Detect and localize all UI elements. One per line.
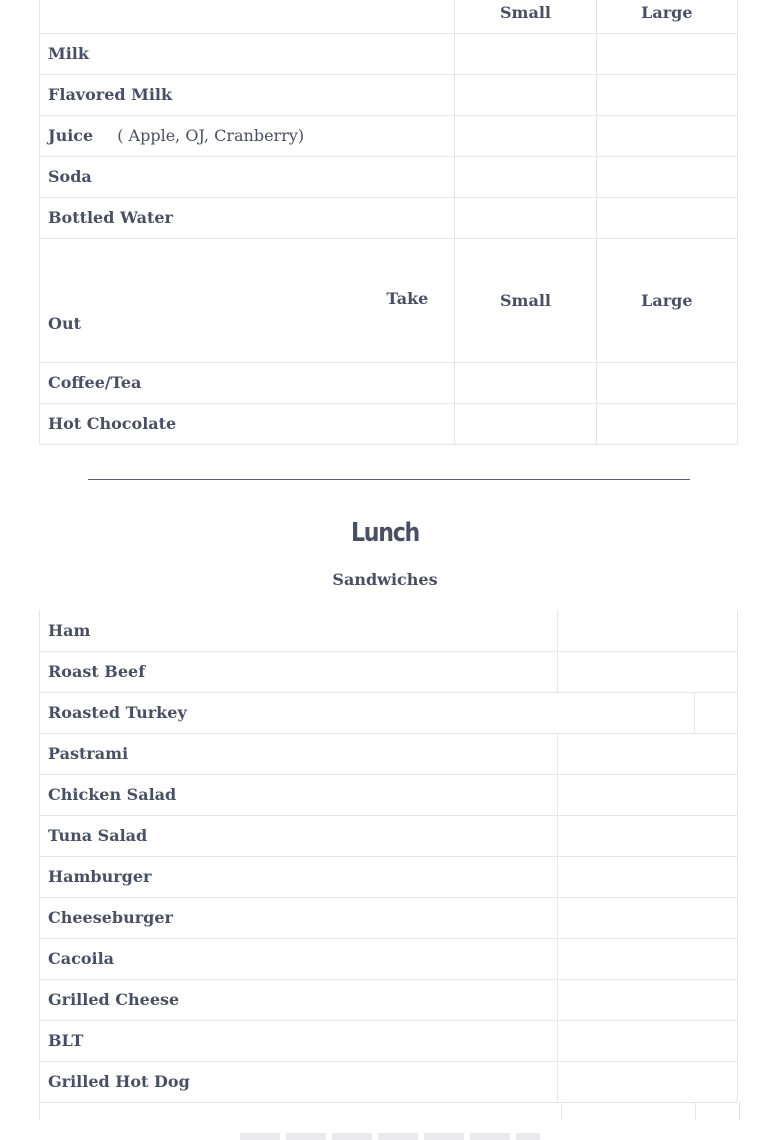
sandwiches-subheading: Sandwiches [332, 570, 438, 589]
sandwiches-body [40, 610, 738, 1102]
table-row [40, 692, 738, 733]
item-name: Pastrami [40, 733, 558, 774]
item-name: Grilled Hot Dog [40, 1061, 558, 1102]
price-cell [557, 651, 737, 692]
drinks-header-row [40, 0, 738, 33]
price-large-cell [596, 115, 737, 156]
take-label: Take [386, 288, 429, 308]
section-divider [88, 479, 690, 480]
item-name: Cheeseburger [40, 897, 558, 938]
table-row [40, 774, 738, 815]
item-label: Bottled Water [48, 208, 173, 227]
item-name: Grilled Cheese [40, 979, 558, 1020]
price-cell [557, 938, 737, 979]
table-continuation [39, 1102, 740, 1120]
item-name [40, 197, 455, 238]
price-cell [557, 1061, 737, 1102]
item-name: Roasted Turkey [40, 692, 695, 733]
item-name: Tuna Salad [40, 815, 558, 856]
table-row [40, 979, 738, 1020]
price-cell [557, 856, 737, 897]
table-row [40, 651, 738, 692]
table-row [40, 362, 738, 403]
drinks-table [39, 0, 738, 445]
header-large: Large [596, 0, 737, 33]
table-row [40, 938, 738, 979]
price-cell [557, 774, 737, 815]
price-small-cell [455, 362, 596, 403]
table-row [40, 156, 738, 197]
price-large-cell [596, 403, 737, 444]
price-large-cell [596, 197, 737, 238]
table-row [40, 897, 738, 938]
table-row [40, 856, 738, 897]
price-small-cell [455, 74, 596, 115]
table-row [40, 197, 738, 238]
item-label: Milk [48, 44, 89, 63]
price-cell [557, 897, 737, 938]
item-name: BLT [40, 1020, 558, 1061]
table-row [40, 115, 738, 156]
item-label: Hot Chocolate [48, 414, 177, 433]
price-small-cell [455, 156, 596, 197]
lunch-heading: Lunch [350, 518, 419, 548]
price-cell [557, 815, 737, 856]
column-line [561, 1102, 562, 1120]
table-row [40, 1020, 738, 1061]
price-cell [694, 692, 737, 733]
takeout-small: Small [455, 238, 596, 362]
takeout-header-row [40, 238, 738, 362]
column-line [695, 1102, 696, 1120]
item-name: Chicken Salad [40, 774, 558, 815]
takeout-label-cell [40, 238, 455, 362]
item-label: Coffee/Tea [48, 373, 142, 392]
item-name [40, 115, 455, 156]
price-small-cell [455, 403, 596, 444]
item-label: Soda [48, 167, 92, 186]
price-cell [557, 610, 737, 651]
header-small: Small [455, 0, 596, 33]
out-label: Out [48, 313, 81, 333]
header-blank-cell [40, 0, 455, 33]
item-name [40, 403, 455, 444]
price-large-cell [596, 33, 737, 74]
sandwiches-table [39, 610, 738, 1103]
price-cell [557, 733, 737, 774]
price-small-cell [455, 115, 596, 156]
table-row [40, 1061, 738, 1102]
price-cell [557, 1020, 737, 1061]
item-label: Flavored Milk [48, 85, 173, 104]
item-label: Juice [48, 126, 94, 145]
item-name: Ham [40, 610, 558, 651]
price-small-cell [455, 33, 596, 74]
table-row [40, 610, 738, 651]
price-large-cell [596, 74, 737, 115]
item-name: Cacoila [40, 938, 558, 979]
table-row [40, 815, 738, 856]
table-row [40, 33, 738, 74]
faded-footer-text [240, 1133, 540, 1140]
juice-flavors-note: ( Apple, OJ, Cranberry) [117, 126, 305, 145]
price-large-cell [596, 156, 737, 197]
table-row [40, 74, 738, 115]
price-large-cell [596, 362, 737, 403]
price-small-cell [455, 197, 596, 238]
item-name: Roast Beef [40, 651, 558, 692]
item-name: Hamburger [40, 856, 558, 897]
takeout-large: Large [596, 238, 737, 362]
table-row [40, 403, 738, 444]
item-name [40, 362, 455, 403]
table-row [40, 733, 738, 774]
price-cell [557, 979, 737, 1020]
item-name [40, 33, 455, 74]
item-name [40, 74, 455, 115]
item-name [40, 156, 455, 197]
